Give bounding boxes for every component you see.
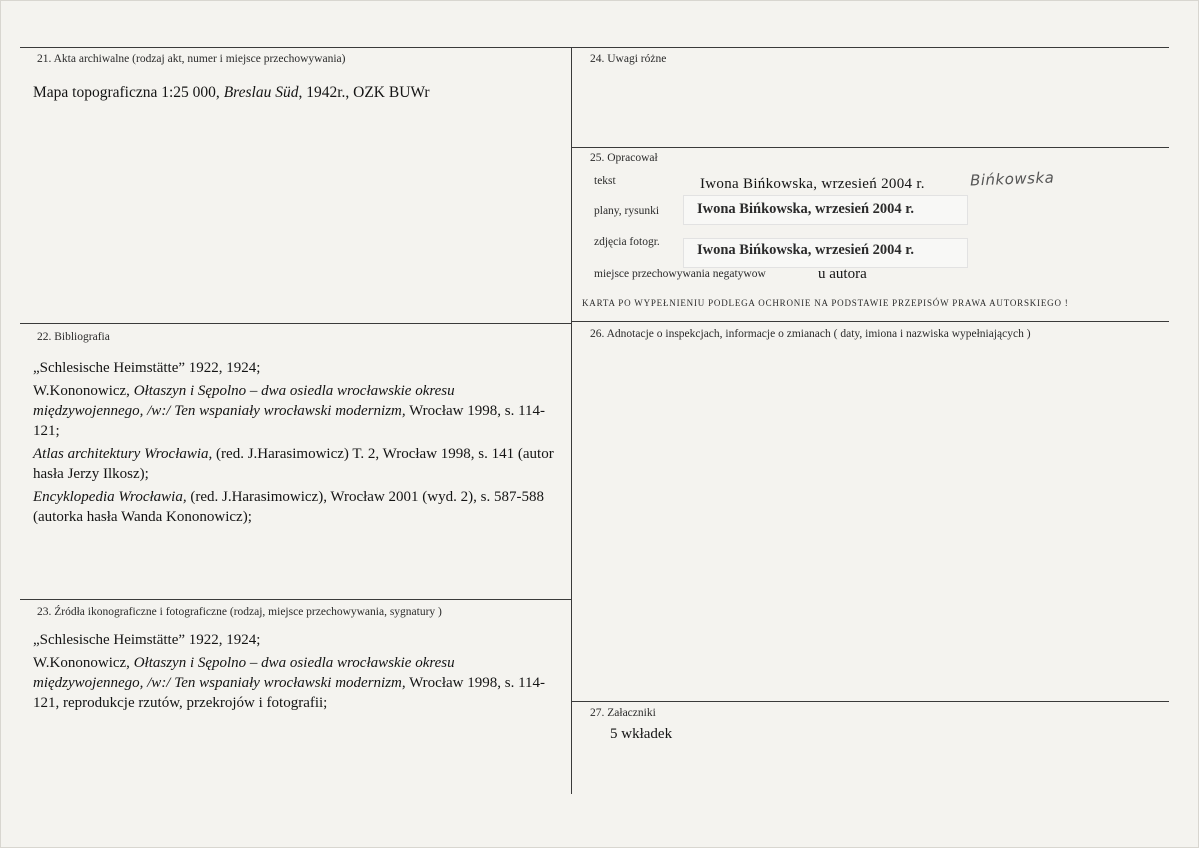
row-label-negatywy: miejsce przechowywania negatywow (594, 268, 766, 280)
divider-21-22 (20, 323, 572, 324)
row-label-zdjecia: zdjęcia fotogr. (594, 236, 660, 248)
divider-24-25 (572, 147, 1169, 148)
top-border-right (572, 47, 1169, 48)
divider-22-23 (20, 599, 572, 600)
copyright-notice: KARTA PO WYPEŁNIENIU PODLEGA OCHRONIE NA PODSTAWIE PRZEPISÓW PRAWA AUTORSKIEGO ! (582, 298, 1069, 308)
entry-text: , 1942r., OZK BUWr (298, 84, 430, 101)
divider-26-27 (572, 701, 1169, 702)
section-24-label: 24. Uwagi różne (590, 53, 667, 65)
divider-25-26 (572, 321, 1169, 322)
column-divider (571, 47, 572, 794)
section-23-label: 23. Źródła ikonograficzne i fotograficzne (rodzaj, miejsce przechowywania, sygnatury ) (37, 606, 442, 618)
bibliography-entry: W.Kononowicz, Ołtaszyn i Sępolno – dwa osiedla wrocławskie okresu międzywojennego, /w:/ Ten wspaniały wrocławski modernizm, Wrocław 1998, s. 114-121; (33, 383, 546, 439)
top-border-left (20, 47, 572, 48)
entry-text: Mapa topograficzna 1:25 000, (33, 84, 224, 101)
section-22-entries (33, 358, 561, 530)
section-21-label: 21. Akta archiwalne (rodzaj akt, numer i miejsce przechowywania) (37, 53, 346, 65)
section-23-entries (33, 630, 561, 716)
row-label-plany: plany, rysunki (594, 205, 660, 217)
section-27-label: 27. Załaczniki (590, 707, 656, 719)
entry-title: Breslau Süd (223, 84, 299, 101)
section-21-entry (33, 83, 553, 103)
row-value-zdjecia: Iwona Bińkowska, wrzesień 2004 r. (697, 242, 914, 258)
bibliography-entry: „Schlesische Heimstätte” 1922, 1924; (33, 360, 261, 376)
bibliography-entry: Atlas architektury Wrocławia, (red. J.Harasimowicz) T. 2, Wrocław 1998, s. 141 (autor hasła Jerzy Ilkosz); (33, 446, 554, 482)
row-value-tekst: Iwona Bińkowska, wrzesień 2004 r. (700, 176, 925, 192)
section-25-label: 25. Opracował (590, 152, 658, 164)
row-label-tekst: tekst (594, 175, 616, 187)
source-entry: „Schlesische Heimstätte” 1922, 1924; (33, 632, 261, 648)
attachments-value: 5 wkładek (610, 726, 673, 742)
source-entry: W.Kononowicz, Ołtaszyn i Sępolno – dwa osiedla wrocławskie okresu międzywojennego, /w:/ Ten wspaniały wrocławski modernizm, Wrocław 1998, s. 114-121, reprodukcje rzutów, przekrojów i fotografii; (33, 655, 546, 711)
row-value-negatywy: u autora (818, 266, 867, 282)
bibliography-entry: Encyklopedia Wrocławia, (red. J.Harasimowicz), Wrocław 2001 (wyd. 2), s. 587-588 (autorka hasła Wanda Kononowicz); (33, 489, 544, 525)
section-26-label: 26. Adnotacje o inspekcjach, informacje o zmianach ( daty, imiona i nazwiska wypełniających ) (590, 328, 1031, 340)
row-value-plany: Iwona Bińkowska, wrzesień 2004 r. (697, 201, 914, 217)
signature: Bińkowska (969, 168, 1055, 190)
section-22-label: 22. Bibliografia (37, 331, 110, 343)
